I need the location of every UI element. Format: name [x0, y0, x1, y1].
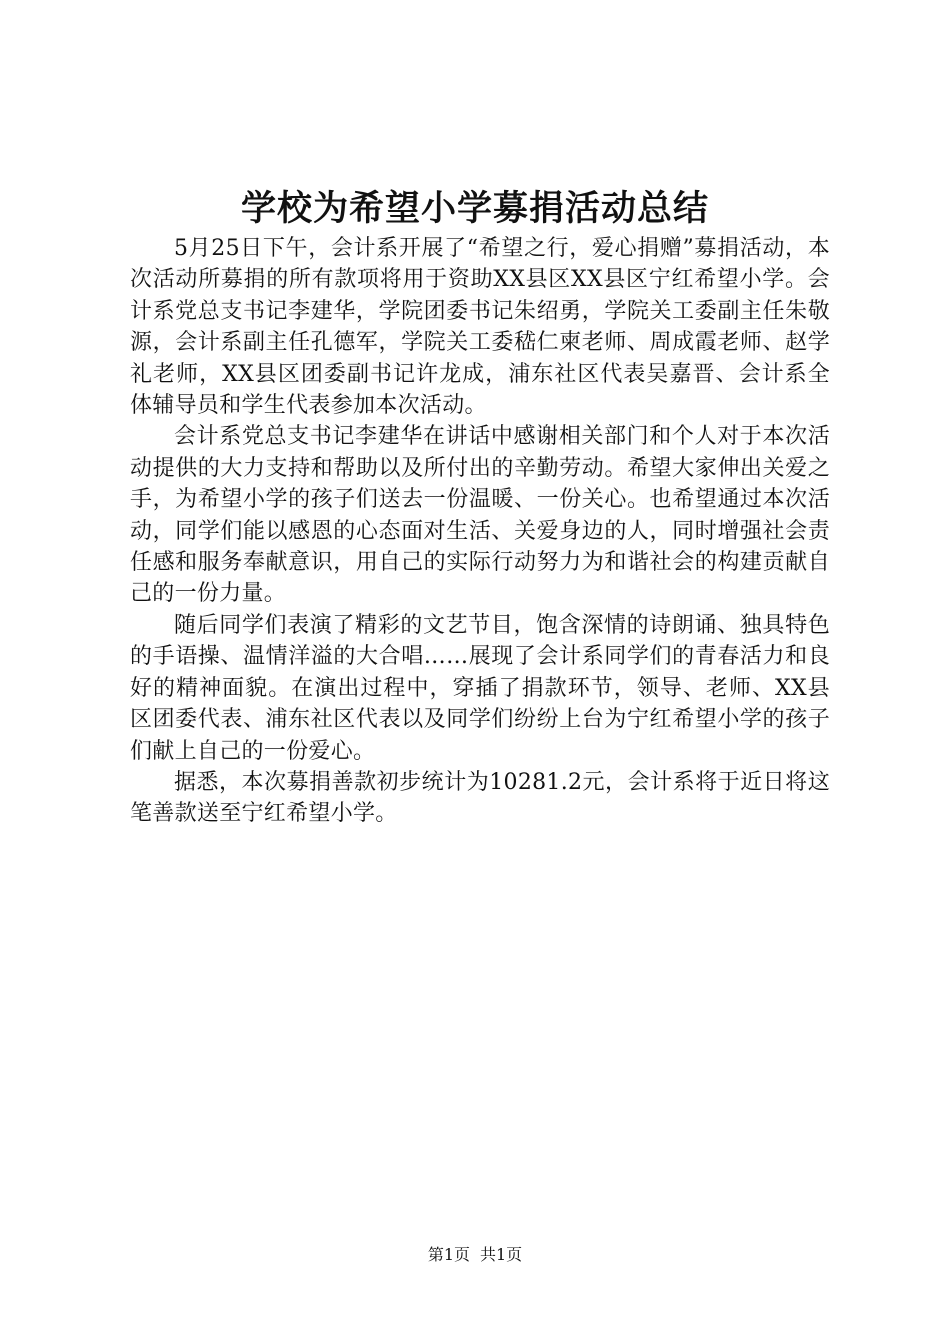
- paragraph: 据悉，本次募捐善款初步统计为10281.2元，会计系将于近日将这笔善款送至宁红希望小学。: [130, 769, 830, 827]
- page-number: 第1页: [427, 1245, 470, 1264]
- page-count: 共1页: [480, 1245, 523, 1264]
- paragraph: 5月25日下午，会计系开展了“希望之行，爱心捐赠”募捐活动，本次活动所募捐的所有款项将用于资助XX县区XX县区宁红希望小学。会计系党总支书记李建华，学院团委书记朱绍勇，学院关工委副主任朱敬源，会计系副主任孔德军，学院关工委嵇仁柬老师、周成霞老师、赵学礼老师，XX县区团委副书记许龙成，浦东社区代表吴嘉晋、会计系全体辅导员和学生代表参加本次活动。: [130, 236, 830, 419]
- page-footer: [0, 1244, 950, 1266]
- paragraph: 会计系党总支书记李建华在讲话中感谢相关部门和个人对于本次活动提供的大力支持和帮助以及所付出的辛勤劳动。希望大家伸出关爱之手，为希望小学的孩子们送去一份温暖、一份关心。也希望通过本次活动，同学们能以感恩的心态面对生活、关爱身边的人，同时增强社会责任感和服务奉献意识，用自己的实际行动努力为和谐社会的构建贡献自己的一份力量。: [130, 424, 830, 607]
- paragraph: 随后同学们表演了精彩的文艺节目，饱含深情的诗朗诵、独具特色的手语操、温情洋溢的大合唱……展现了会计系同学们的青春活力和良好的精神面貌。在演出过程中，穿插了捐款环节，领导、老师、XX县区团委代表、浦东社区代表以及同学们纷纷上台为宁红希望小学的孩子们献上自己的一份爱心。: [130, 612, 830, 764]
- document-title: 学校为希望小学募捐活动总结: [240, 188, 709, 229]
- document-body: [130, 233, 830, 830]
